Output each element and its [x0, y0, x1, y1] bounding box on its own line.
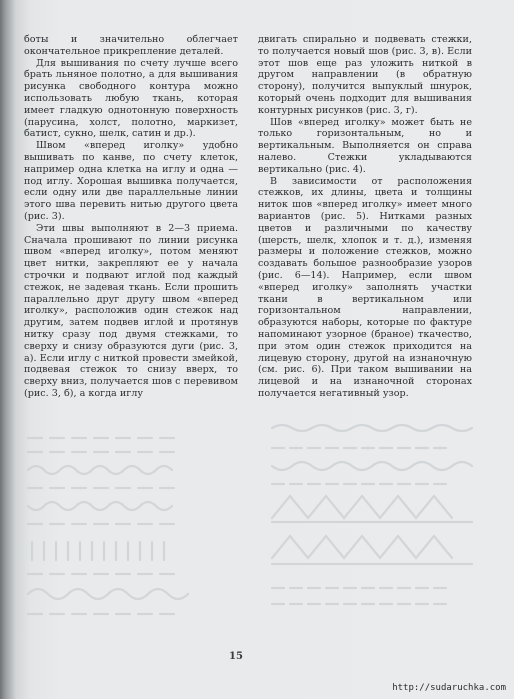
- paragraph: боты и значительно облегчает окончательное прикрепление деталей.: [24, 34, 238, 57]
- paragraph: Шов «вперед иголку» может быть не только горизонтальным, но и вертикальным. Выполняется он справа налево. Стежки укладываются вертикально (рис. 4).: [258, 116, 472, 175]
- watermark-url: http://sudaruchka.com: [392, 683, 506, 693]
- left-text-column: [24, 34, 238, 400]
- right-text-column: [258, 34, 472, 400]
- page-number: 15: [229, 651, 243, 662]
- faded-stitch-illustration: [22, 418, 482, 633]
- paragraph: В зависимости от расположения стежков, их длины, цвета и толщины ниток шов «вперед иголку» имеет много вариантов (рис. 5). Нитками разных цветов и различными по качеству (шерсть, шелк, хлопок и т. д.), изменяя размеры и положение стежков, можно создавать большое разнообразие узоров (рис. 6—14). Например, если швом «вперед иголку» заполнять участки ткани в вертикальном или горизонтальном направлении, образуются наборы, которые по фактуре напоминают узорное (браное) ткачество, при этом один стежок приходится на лицевую сторону, другой на изнаночную (см. рис. 6). При таком вышивании на лицевой и на изнаночной сторонах получается негативный узор.: [258, 175, 472, 399]
- paragraph: Швом «вперед иголку» удобно вышивать по канве, по счету клеток, например одна клетка на иглу и одна — под иглу. Хорошая вышивка получается, если одну или две параллельные линии этого шва перевить нитью другого цвета (рис. 3).: [24, 140, 238, 222]
- paragraph: Для вышивания по счету лучше всего брать льняное полотно, а для вышивания рисунка свободного контура можно использовать любую ткань, которая имеет гладкую однотонную поверхность (парусина, холст, полотно, маркизет, батист, сукно, шелк, сатин и др.).: [24, 57, 238, 140]
- paragraph: Эти швы выполняют в 2—3 приема. Сначала прошивают по линии рисунка швом «вперед иголку», потом меняют цвет нитки, закрепляют ее у начала строчки и подвают иглой под каждый стежок, не задевая ткань. Если прошить параллельно друг другу швом «вперед иголку», расположив один стежок над другим, затем подвев иглой и протянув нитку сразу под двумя стежками, то сверху и снизу образуются дуги (рис. 3, а). Если иглу с ниткой провести змейкой, подвевая стежок то снизу вверх, то сверху вниз, получается шов с перевивом (рис. 3, б), а когда иглу: [24, 222, 238, 399]
- paragraph: двигать спирально и подвевать стежки, то получается новый шов (рис. 3, в). Если этот шов еще раз уложить ниткой в другом направлении (в обратную сторону), получится выпуклый шнурок, который очень подходит для вышивания контурных рисунков (рис. 3, г).: [258, 34, 472, 116]
